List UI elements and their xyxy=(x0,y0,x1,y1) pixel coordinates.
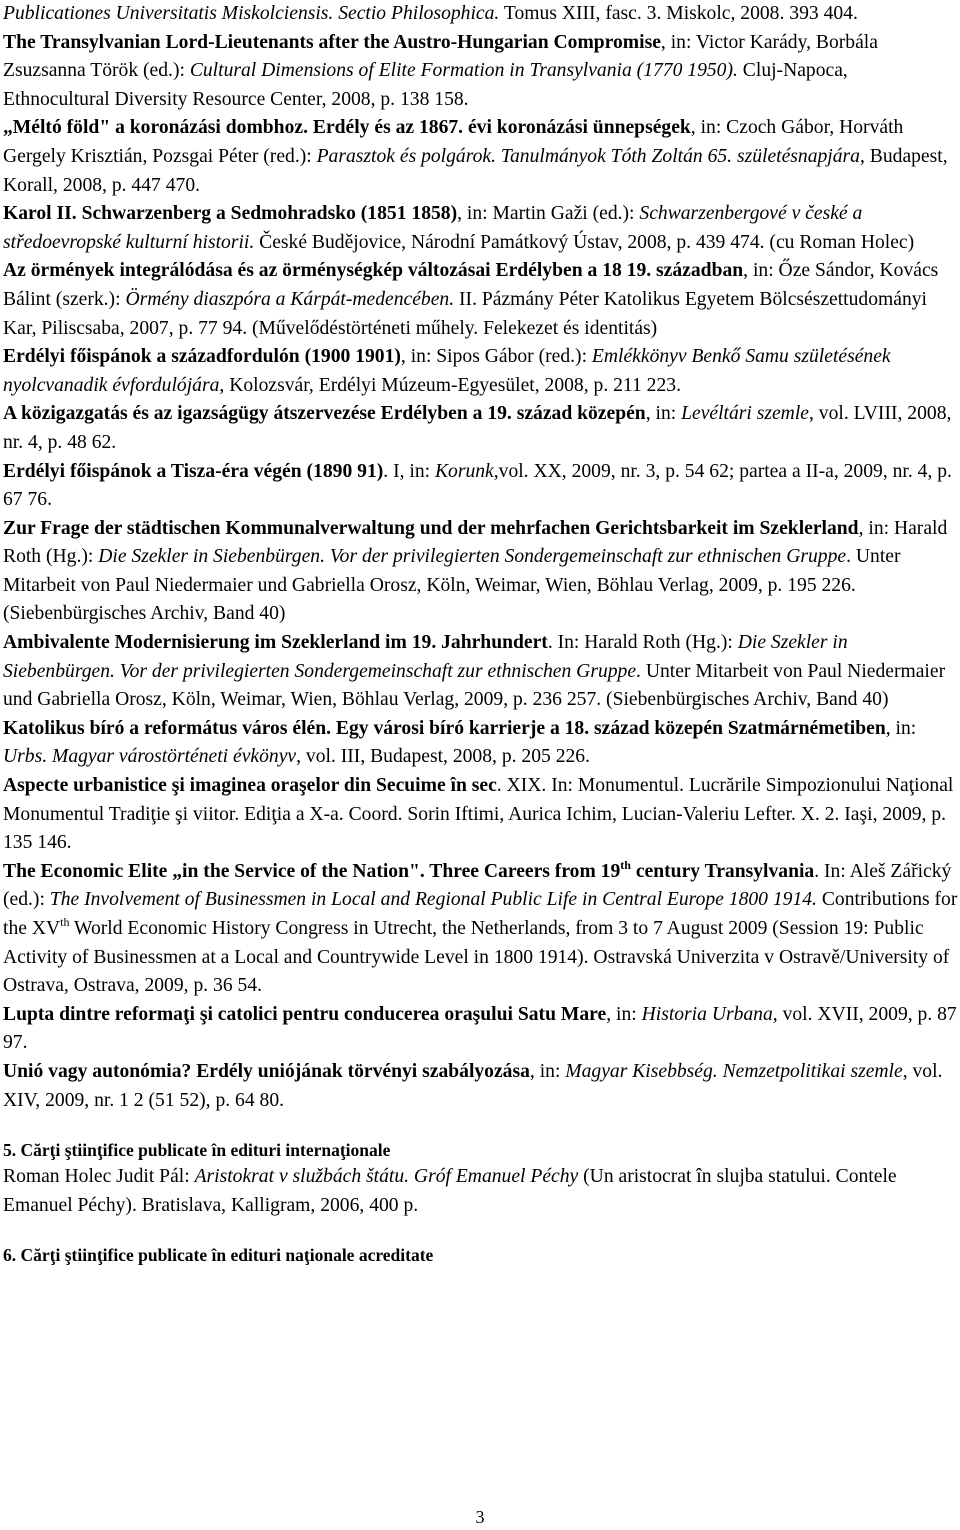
entry-italic-text: Örmény diaszpóra a Kárpát-medencében. xyxy=(125,288,455,310)
entry-text: Contributions for the XV xyxy=(3,889,958,939)
entry-ambivalente-modernisierung xyxy=(3,629,958,715)
entry-text: . I, in: xyxy=(383,460,435,482)
entry-text: , in: xyxy=(885,717,917,739)
entry-title-text: The Economic Elite „in the Service of the Nation". Three Careers from 19 xyxy=(3,860,621,882)
entry-title-text: Az örmények integrálódása és az örménységkép változásai Erdélyben a 18 19. században xyxy=(3,260,744,282)
entry-italic-text: Aristokrat v službách štátu. Gróf Emanuel Péchy xyxy=(194,1166,579,1188)
entry-text: World Economic History Congress in Utrecht, the Netherlands, from 3 to 7 August 2009 (Session 19: Public Activity of Businessmen at a Local and Countrywide Level in 1800 1914). Ostravská Univerzita v Ostravě/University of Ostrava, Ostrava, 2009, p. 36 54. xyxy=(3,918,950,997)
section-6-heading: 6. Cărţi ştiinţifice publicate în edituri naţionale acreditate xyxy=(3,1245,434,1266)
entry-transylvanian-lord-lieutenants xyxy=(3,29,958,115)
entry-italic-text: Emlékkönyv Benkő Samu születésének nyolcvanadik évfordulójára xyxy=(3,346,891,396)
entry-italic-text: Die Szekler in Siebenbürgen. Vor der privilegierten Sondergemeinschaft zur ethnischen Gruppe xyxy=(98,546,847,568)
entry-text: . XIX. In: Monumentul. Lucrările Simpozionului Naţional Monumentul Tradiţie şi viitor. Ediţia a X-a. Coord. Sorin Iftimi, Aurica Ichim, Lucian-Valeriu Lefter. X. 2. Iaşi, 2009, p. 135 146. xyxy=(3,775,954,854)
entry-kommunalverwaltung xyxy=(3,515,958,629)
entry-text: , in: Harald Roth (Hg.): xyxy=(3,517,948,568)
entry-ormenyek xyxy=(3,257,958,343)
entry-kozigazgatas xyxy=(3,400,958,457)
entry-katolikus-biro xyxy=(3,715,958,772)
entry-title-text: Zur Frage der städtischen Kommunalverwaltung und der mehrfachen Gerichtsbarkeit im Szeklerland xyxy=(3,517,859,539)
entry-text: , in: Victor Karády, Borbála Zsuzsanna Török (ed.): xyxy=(3,31,878,82)
entry-text: Cluj-Napoca, Ethnocultural Diversity Resource Center, 2008, p. 138 158. xyxy=(3,60,848,110)
entry-italic-text: Historia Urbana xyxy=(641,1003,773,1025)
entry-text: České Budějovice, Národní Památkový Ústav, 2008, p. 439 474. (cu Roman Holec) xyxy=(254,231,915,253)
entry-title-text: Erdélyi főispánok a Tisza-éra végén (1890 91) xyxy=(3,460,384,482)
entry-text: , in: Sipos Gábor (red.): xyxy=(400,346,592,368)
entry-title-text: Katolikus bíró a református város élén. Egy városi bíró karrierje a 18. század közepén Szatmárnémetiben xyxy=(3,717,886,739)
section-gap xyxy=(3,1220,958,1242)
entry-melto-fold xyxy=(3,114,958,200)
entry-text: , Budapest, Korall, 2008, p. 447 470. xyxy=(3,145,948,196)
entry-italic-text: Korunk xyxy=(434,460,494,482)
entry-text: . In: Harald Roth (Hg.): xyxy=(547,632,738,654)
entry-economic-elite xyxy=(3,858,958,1001)
publication-list xyxy=(3,0,958,1268)
page-number: 3 xyxy=(475,1507,485,1527)
entry-text: , vol. III, Budapest, 2008, p. 205 226. xyxy=(296,746,590,768)
entry-title-text: Unió vagy autonómia? Erdély uniójának törvényi szabályozása xyxy=(3,1060,530,1082)
entry-italic-text: Urbs. Magyar várostörténeti évkönyv xyxy=(3,746,297,768)
entry-text: , in: xyxy=(645,403,682,425)
bibliography-entries xyxy=(3,0,958,1115)
entry-title-text: Karol II. Schwarzenberg a Sedmohradsko (1851 1858) xyxy=(3,203,458,225)
entry-italic-text: Levéltári szemle xyxy=(681,403,809,425)
entry-title-text: „Méltó föld" a koronázási dombhoz. Erdély és az 1867. évi koronázási ünnepségek xyxy=(3,117,691,139)
entry-italic-text: Parasztok és polgárok. Tanulmányok Tóth Zoltán 65. születésnapjára xyxy=(316,145,860,167)
entry-text: , vol. XIV, 2009, nr. 1 2 (51 52), p. 64 80. xyxy=(3,1060,943,1111)
section-gap xyxy=(3,1115,958,1137)
entry-text: , in: xyxy=(529,1060,566,1082)
entry-text: , vol. XVII, 2009, p. 87 97. xyxy=(3,1003,957,1054)
entry-title-text: The Transylvanian Lord-Lieutenants after the Austro-Hungarian Compromise xyxy=(3,31,661,53)
entry-text: . Unter Mitarbeit von Paul Niedermaier und Gabriella Orosz, Köln, Weimar, Wien, Böhlau Verlag, 2009, p. 195 226. (Siebenbürgisches Archiv, Band 40) xyxy=(3,546,901,625)
entry-title-text: Aspecte urbanistice şi imaginea oraşelor din Secuime în sec xyxy=(3,775,497,797)
section-5-entry xyxy=(3,1163,958,1220)
entry-text: Tomus XIII, fasc. 3. Miskolc, 2008. 393 404. xyxy=(499,3,858,24)
entry-text: II. Pázmány Péter Katolikus Egyetem Bölcsészettudományi Kar, Piliscsaba, 2007, p. 77 94. (Művelődéstörténeti műhely. Felekezet és identitás) xyxy=(3,288,927,339)
entry-text: , in: xyxy=(606,1003,642,1025)
entry-text: th xyxy=(60,915,70,929)
entry-text: (Un aristocrat în slujba statului. Contele Emanuel Péchy). Bratislava, Kalligram, 2006, 400 p. xyxy=(3,1166,897,1216)
entry-text: . In: Aleš Zářický (ed.): xyxy=(3,860,952,911)
entry-title-text: A közigazgatás és az igazságügy átszervezése Erdélyben a 19. század közepén xyxy=(3,403,646,425)
entry-fospanok-tisza-era xyxy=(3,458,958,515)
entry-title-text: Ambivalente Modernisierung im Szeklerland im 19. Jahrhundert xyxy=(3,632,548,654)
entry-italic-text: Publicationes Universitatis Miskolciensis. Sectio Philosophica. xyxy=(3,3,500,24)
entry-title-text: Erdélyi főispánok a századfordulón (1900 1901) xyxy=(3,346,401,368)
entry-italic-text: Schwarzenbergové v české a středoevropské kulturní historii. xyxy=(3,203,863,253)
entry-text: th xyxy=(620,857,631,872)
entry-text: , in: Őze Sándor, Kovács Bálint (szerk.): xyxy=(3,260,939,310)
entry-italic-text: Die Szekler in Siebenbürgen. Vor der privilegierten Sondergemeinschaft zur ethnischen Gruppe xyxy=(3,632,848,682)
entry-fospanok-szazadfordulon xyxy=(3,343,958,400)
entry-text: , Kolozsvár, Erdélyi Múzeum-Egyesület, 2008, p. 211 223. xyxy=(219,374,681,396)
entry-text: . Unter Mitarbeit von Paul Niedermaier und Gabriella Orosz, Köln, Weimar, Wien, Böhlau Verlag, 2009, p. 236 257. (Siebenbürgisches Archiv, Band 40) xyxy=(3,660,946,711)
entry-karol-schwarzenberg xyxy=(3,200,958,257)
entry-text: ,vol. XX, 2009, nr. 3, p. 54 62; partea a II-a, 2009, nr. 4, p. 67 76. xyxy=(3,460,952,511)
entry-text: , in: Martin Gaži (ed.): xyxy=(457,203,640,225)
entry-italic-text: The Involvement of Businessmen in Local and Regional Public Life in Central Europe 1800 1914. xyxy=(49,889,817,911)
entry-aspecte-urbanistice xyxy=(3,772,958,858)
section-5-heading: 5. Cărţi ştiinţifice publicate în edituri internaţionale xyxy=(3,1140,391,1161)
entry-unio-vagy-autonomia xyxy=(3,1058,958,1115)
entry-title-text: Lupta dintre reformaţi şi catolici pentru conducerea oraşului Satu Mare xyxy=(3,1003,607,1025)
entry-italic-text: Magyar Kisebbség. Nemzetpolitikai szemle xyxy=(565,1060,903,1082)
entry-title-text: century Transylvania xyxy=(630,860,815,882)
entry-text: , vol. LVIII, 2008, nr. 4, p. 48 62. xyxy=(3,403,952,453)
entry-italic-text: Cultural Dimensions of Elite Formation in Transylvania (1770 1950). xyxy=(189,60,738,82)
entry-publicationes xyxy=(3,0,958,29)
entry-text: Roman Holec Judit Pál: xyxy=(3,1166,195,1188)
entry-text: , in: Czoch Gábor, Horváth Gergely Krisztián, Pozsgai Péter (red.): xyxy=(3,117,904,167)
entry-lupta-dintre-reformati xyxy=(3,1001,958,1058)
